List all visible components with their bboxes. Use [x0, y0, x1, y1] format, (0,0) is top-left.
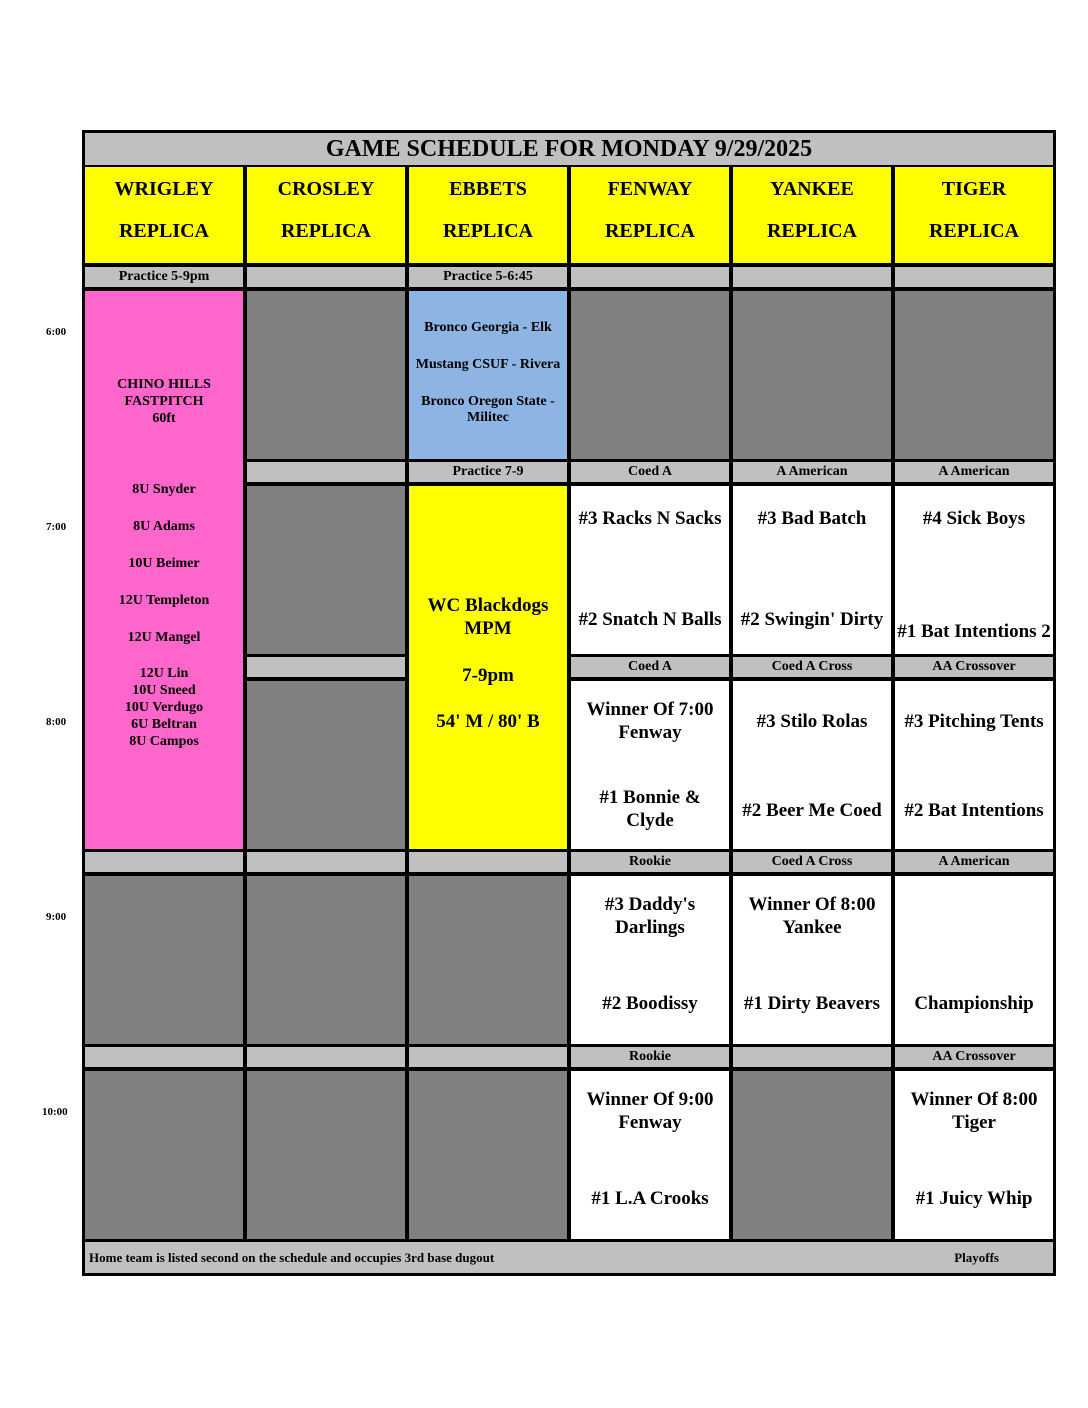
game-tiger-7 — [895, 486, 1053, 654]
slot-label: AA Crossover — [895, 1047, 1053, 1067]
slot-label — [409, 1047, 567, 1067]
slot-label: AA Crossover — [895, 657, 1053, 677]
slot-label — [733, 267, 891, 287]
slot-label — [409, 852, 567, 872]
home-team: #1 L.A Crooks — [591, 1188, 709, 1210]
slot-label — [571, 267, 729, 287]
away-team: Winner Of 8:00 Yankee — [748, 894, 876, 938]
empty-slot — [247, 486, 405, 654]
team-entry: 8U Snyder — [132, 482, 196, 498]
block-line: CHINO HILLS — [117, 377, 211, 392]
schedule-table — [82, 130, 1056, 1276]
empty-slot — [247, 876, 405, 1044]
away-team: Winner Of 7:00 Fenway — [586, 699, 714, 743]
empty-slot — [409, 876, 567, 1044]
slot-label — [85, 1047, 243, 1067]
slot-label: A American — [733, 462, 891, 482]
team-entry: 10U Verdugo — [124, 699, 204, 715]
field-type: REPLICA — [766, 220, 857, 242]
slot-label — [733, 1047, 891, 1067]
team-entry: 12U Templeton — [118, 592, 210, 608]
field-header-wrigley — [85, 167, 243, 263]
game-fenway-9 — [571, 876, 729, 1044]
field-name: FENWAY — [607, 178, 693, 200]
block-line: 60ft — [152, 410, 176, 426]
slot-label: Coed A — [571, 462, 729, 482]
footer-note: Home team is listed second on the schedule and occupies 3rd base dugout — [89, 1249, 495, 1265]
slot-label: Rookie — [571, 1047, 729, 1067]
game-fenway-10 — [571, 1071, 729, 1239]
time-10-00: 10:00 — [42, 1106, 68, 1118]
time-8-00: 8:00 — [46, 716, 67, 728]
team-entry: 8U Campos — [129, 733, 199, 749]
home-team: #2 Boodissy — [602, 993, 698, 1015]
game-fenway-7 — [571, 486, 729, 654]
away-team: #3 Racks N Sacks — [578, 508, 722, 529]
slot-label — [247, 462, 405, 482]
slot-label: Practice 7-9 — [409, 462, 567, 482]
empty-slot — [247, 291, 405, 459]
field-header-fenway — [571, 167, 729, 263]
empty-slot — [571, 291, 729, 459]
slot-label — [247, 1047, 405, 1067]
time-9-00: 9:00 — [46, 911, 67, 923]
slot-label: Coed A Cross — [733, 657, 891, 677]
game-yankee-8 — [733, 681, 891, 849]
empty-slot — [247, 1071, 405, 1239]
slot-label: Practice 5-9pm — [85, 267, 243, 287]
slot-label — [247, 852, 405, 872]
home-team: Championship — [914, 993, 1034, 1015]
home-team: #2 Snatch N Balls — [578, 609, 722, 631]
field-name: YANKEE — [770, 178, 854, 200]
field-type: REPLICA — [604, 220, 695, 242]
home-team: #2 Swingin' Dirty — [740, 609, 884, 631]
slot-label — [895, 267, 1053, 287]
away-team: #3 Bad Batch — [757, 508, 867, 529]
field-header-yankee — [733, 167, 891, 263]
page-title: GAME SCHEDULE FOR MONDAY 9/29/2025 — [85, 133, 1053, 165]
slot-label: A American — [895, 852, 1053, 872]
away-team: #3 Pitching Tents — [904, 711, 1044, 732]
team-entry: 12U Mangel — [127, 629, 201, 645]
empty-slot — [409, 1071, 567, 1239]
ebbets-practice-block — [409, 291, 567, 459]
field-name: CROSLEY — [277, 178, 375, 200]
away-team: #4 Sick Boys — [922, 508, 1026, 529]
team-entry: Bronco Georgia - Elk — [424, 320, 552, 335]
field-header-tiger — [895, 167, 1053, 263]
team-entry: 10U Sneed — [132, 683, 196, 699]
block-line: FASTPITCH — [124, 393, 204, 409]
team-entry: 8U Adams — [133, 519, 195, 535]
team-entry: Mustang CSUF - Rivera — [415, 356, 561, 372]
field-type: REPLICA — [928, 220, 1019, 242]
slot-label: A American — [895, 462, 1053, 482]
game-yankee-7 — [733, 486, 891, 654]
field-header-crosley — [247, 167, 405, 263]
home-team: #1 Dirty Beavers — [743, 993, 881, 1015]
field-name: WRIGLEY — [114, 178, 214, 200]
empty-slot — [85, 876, 243, 1044]
game-fenway-8 — [571, 681, 729, 849]
game-tiger-8 — [895, 681, 1053, 849]
away-team: #3 Daddy's Darlings — [604, 894, 696, 938]
slot-label — [85, 852, 243, 872]
slot-label — [247, 267, 405, 287]
time-7-00: 7:00 — [46, 521, 67, 533]
empty-slot — [733, 291, 891, 459]
slot-label: Coed A Cross — [733, 852, 891, 872]
team-entry: WC Blackdogs MPM — [427, 595, 549, 639]
away-team: Winner Of 8:00 Tiger — [910, 1089, 1038, 1133]
field-header-ebbets — [409, 167, 567, 263]
wrigley-practice-block — [85, 291, 243, 849]
empty-slot — [733, 1071, 891, 1239]
field-type: REPLICA — [442, 220, 533, 242]
team-entry: 12U Lin — [139, 666, 189, 682]
game-tiger-10 — [895, 1071, 1053, 1239]
empty-slot — [895, 291, 1053, 459]
game-tiger-9 — [895, 876, 1053, 1044]
home-team: #1 Bonnie & Clyde — [599, 787, 701, 832]
empty-slot — [247, 681, 405, 849]
slot-label: Rookie — [571, 852, 729, 872]
home-team: #1 Bat Intentions 2 — [897, 621, 1051, 643]
home-team: #2 Beer Me Coed — [742, 800, 882, 822]
field-name: TIGER — [941, 178, 1007, 200]
team-entry: 6U Beltran — [131, 716, 197, 732]
team-entry: 10U Beimer — [128, 555, 200, 571]
field-name: EBBETS — [449, 178, 527, 200]
slot-label: Practice 5-6:45 — [409, 267, 567, 287]
empty-slot — [85, 1071, 243, 1239]
home-team: #1 Juicy Whip — [915, 1188, 1033, 1210]
team-entry: Bronco Oregon State - Militec — [421, 393, 555, 426]
field-type: REPLICA — [280, 220, 371, 242]
field-type: REPLICA — [118, 220, 209, 242]
slot-label: Coed A — [571, 657, 729, 677]
away-team: #3 Stilo Rolas — [756, 711, 868, 732]
ebbets-practice-block-2 — [409, 486, 567, 849]
footer-note-row — [85, 1242, 1053, 1273]
time-6-00: 6:00 — [46, 326, 67, 338]
away-team: Winner Of 9:00 Fenway — [586, 1089, 714, 1133]
practice-distance: 54' M / 80' B — [436, 711, 540, 733]
game-yankee-9 — [733, 876, 891, 1044]
slot-label — [247, 657, 405, 677]
practice-time: 7-9pm — [462, 664, 514, 686]
footer-playoffs: Playoffs — [954, 1249, 999, 1265]
home-team: #2 Bat Intentions — [904, 800, 1044, 822]
